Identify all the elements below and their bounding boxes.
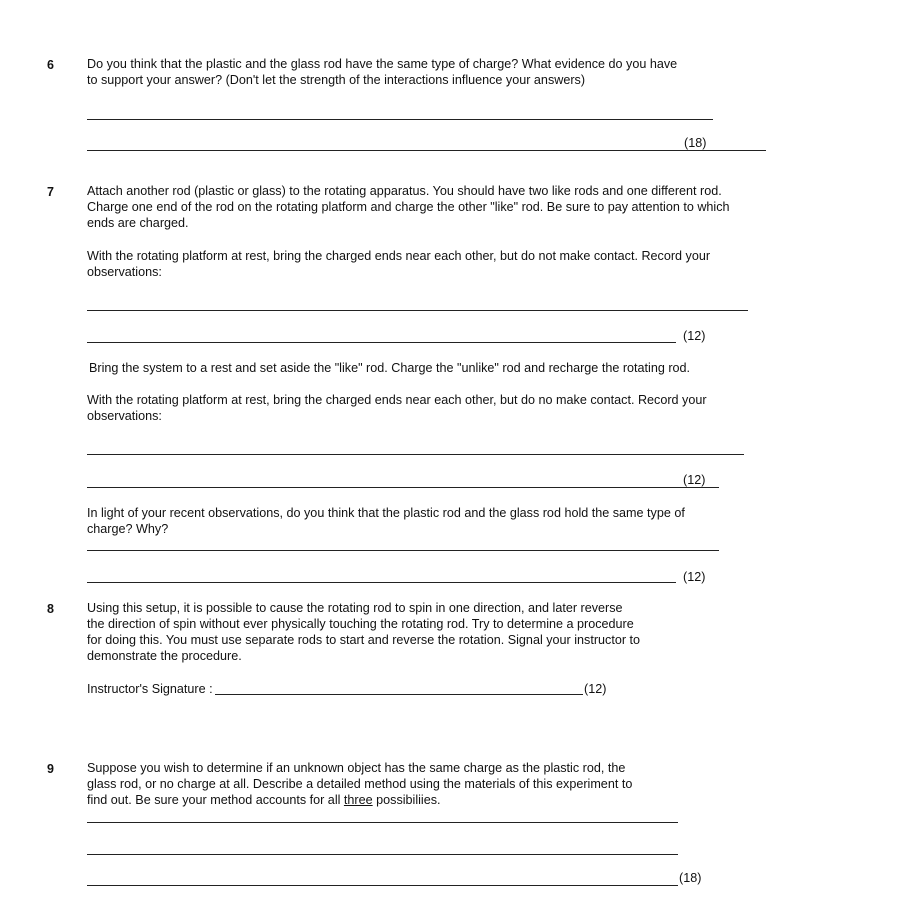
question-text-line: observations:	[87, 409, 162, 423]
question-number: 8	[47, 602, 54, 616]
signature-label: Instructor's Signature :	[87, 682, 213, 696]
points-label: (12)	[683, 473, 706, 487]
answer-line[interactable]	[87, 822, 678, 823]
answer-line[interactable]	[87, 854, 678, 855]
question-text-line: Charge one end of the rod on the rotating platform and charge the other "like" rod. Be sure to pay attention to which	[87, 200, 730, 214]
points-label: (12)	[683, 329, 706, 343]
points-label: (12)	[584, 682, 607, 696]
question-text-line: Do you think that the plastic and the glass rod have the same type of charge? What evidence do you have	[87, 57, 678, 71]
answer-line[interactable]	[87, 487, 719, 488]
answer-line[interactable]	[87, 582, 676, 583]
question-text-line: the direction of spin without ever physically touching the rotating rod. Try to determine a procedure	[87, 617, 634, 631]
answer-line[interactable]	[87, 885, 678, 886]
text-run: possibiliies.	[372, 793, 441, 807]
emphasis-underlined: three	[343, 793, 373, 807]
question-text-line: In light of your recent observations, do you think that the plastic rod and the glass rod hold the same type of	[87, 506, 685, 520]
answer-line[interactable]	[87, 119, 713, 120]
answer-line[interactable]	[87, 310, 748, 311]
points-label: (18)	[684, 136, 707, 150]
question-number: 7	[47, 185, 54, 199]
question-text-line: charge? Why?	[87, 522, 169, 536]
question-text-line	[87, 792, 441, 808]
answer-line[interactable]	[87, 550, 719, 551]
question-text-line: With the rotating platform at rest, bring the charged ends near each other, but do not make contact. Record your	[87, 249, 711, 263]
answer-line[interactable]	[87, 150, 766, 151]
question-text-line: for doing this. You must use separate rods to start and reverse the rotation. Signal your instructor to	[87, 633, 641, 647]
answer-line[interactable]	[87, 454, 744, 455]
question-text-line: Bring the system to a rest and set aside the "like" rod. Charge the "unlike" rod and recharge the rotating rod.	[89, 361, 691, 375]
points-label: (18)	[679, 871, 702, 885]
question-text-line: to support your answer? (Don't let the strength of the interactions influence your answers)	[87, 73, 586, 87]
text-run: find out. Be sure your method accounts for all	[87, 793, 344, 807]
question-number: 9	[47, 762, 54, 776]
question-text-line: demonstrate the procedure.	[87, 649, 242, 663]
question-text-line: Attach another rod (plastic or glass) to the rotating apparatus. You should have two like rods and one different rod.	[87, 184, 722, 198]
question-text-line: ends are charged.	[87, 216, 189, 230]
question-text-line: Using this setup, it is possible to cause the rotating rod to spin in one direction, and later reverse	[87, 601, 623, 615]
question-number: 6	[47, 58, 54, 72]
points-label: (12)	[683, 570, 706, 584]
question-text-line: glass rod, or no charge at all. Describe a detailed method using the materials of this experiment to	[87, 777, 633, 791]
question-text-line: observations:	[87, 265, 162, 279]
answer-line[interactable]	[87, 342, 676, 343]
question-text-line: With the rotating platform at rest, bring the charged ends near each other, but do no make contact. Record your	[87, 393, 707, 407]
signature-line[interactable]	[215, 694, 583, 695]
question-text-line: Suppose you wish to determine if an unknown object has the same charge as the plastic rod, the	[87, 761, 626, 775]
